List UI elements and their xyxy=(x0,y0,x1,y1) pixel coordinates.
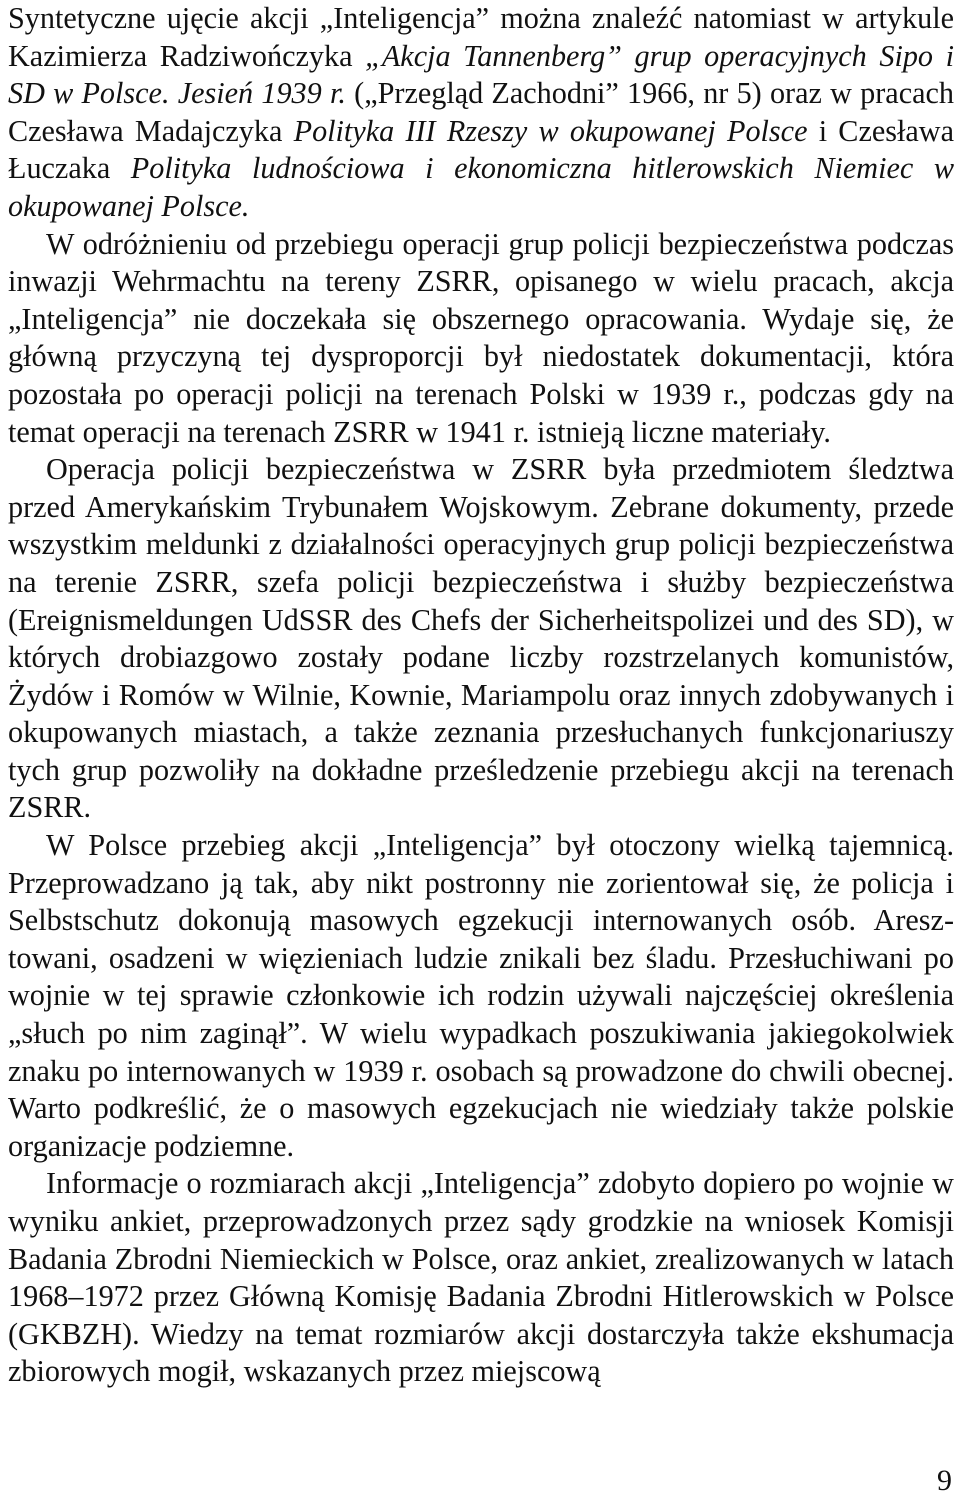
page-body xyxy=(8,0,954,1391)
paragraph-1-text-3: i Czesława Łuczaka xyxy=(8,113,954,186)
paragraph-4-text: W Polsce przebieg akcji „Inteligencja” był otoczony wielką tajemnicą. Przeprowadzano ją tak, aby nikt postronny nie zorientował się, że policja i Selbstschutz dokonują masowych egzekucji internowanych osób. Aresztowani, osadzeni w więzieniach ludzie znikali bez śladu. Przesłuchiwani po wojnie w tej sprawie członkowie ich rodzin używali najczęściej określenia „słuch po nim zaginął”. W wielu wypadkach poszukiwania jakiegokolwiek znaku po internowanych w 1939 r. osobach są prowadzone do chwili obecnej. Warto podkreślić, że o masowych egzekucjach nie wiedziały także polskie organizacje podziemne. xyxy=(8,828,954,1163)
paragraph-2 xyxy=(8,226,954,452)
paragraph-1-text-2: („Przegląd Zachodni” 1966, nr 5) oraz w pracach Czesława Madajczyka xyxy=(8,76,954,148)
paragraph-2-text: W odróżnieniu od przebiegu operacji grup policji bezpieczeństwa podczas inwazji Wehrmachtu na tereny ZSRR, opisanego w wielu pracach, akcja „Inteligencja” nie doczekała się obszernego opracowania. Wydaje się, że główną przyczyną tej dysproporcji był niedostatek dokumentacji, która pozostała po operacji policji na terenach Polski w 1939 r., podczas gdy na temat operacji na terenach ZSRR w 1941 r. istnieją liczne materiały. xyxy=(8,226,954,449)
paragraph-1 xyxy=(8,0,954,226)
paragraph-1-title-luczak: Polityka ludnościowa i ekonomiczna hitlerowskich Niemiec w okupowanej Polsce. xyxy=(8,151,954,223)
paragraph-3-text: Operacja policji bezpieczeństwa w ZSRR była przedmiotem śledztwa przed Amerykańskim Trybunałem Wojskowym. Zebrane dokumenty, przede wszystkim meldunki z działalności operacyjnych grup policji bezpieczeństwa na terenie ZSRR, szefa policji bezpieczeństwa i służby bezpieczeństwa (Ereignismeldungen UdSSR des Chefs der Sicherheitspolizei und des SD), w których drobiazgowo zostały podane liczby rozstrzelanych komunistów, Żydów i Romów w Wilnie, Kownie, Mariampolu oraz innych zdobywanych i okupowanych miastach, a także zeznania przesłuchanych funkcjonariuszy tych grup pozwoliły na dokładne prześledzenie przebiegu akcji na terenach ZSRR. xyxy=(8,452,954,825)
paragraph-4 xyxy=(8,827,954,1165)
paragraph-5-text: Informacje o rozmiarach akcji „Inteligencja” zdobyto dopiero po wojnie w wyniku ankiet, przeprowadzonych przez sądy grodzkie na wniosek Komisji Badania Zbrodni Niemieckich w Polsce, oraz ankiet, zrealizowanych w latach 1968–1972 przez Główną Komisję Badania Zbrodni Hitlerowskich w Polsce (GKBZH). Wiedzy na temat rozmiarów akcji dostarczyła także ekshumacja zbiorowych mogił, wskazanych przez miejscową xyxy=(8,1166,954,1389)
paragraph-1-text-1: Syntetyczne ujęcie akcji „Inteligencja” można znaleźć natomiast w artykule Kazimierza Radziwończyka xyxy=(8,1,954,73)
paragraph-3 xyxy=(8,451,954,827)
paragraph-5 xyxy=(8,1165,954,1391)
page-number: 9 xyxy=(937,1464,952,1497)
paragraph-1-title-tannenberg: „Akcja Tannenberg” grup operacyjnych Sipo i SD w Polsce. Jesień 1939 r. xyxy=(8,38,955,111)
paragraph-1-title-madajczyk: Polityka III Rzeszy w okupowanej Polsce xyxy=(293,113,808,148)
